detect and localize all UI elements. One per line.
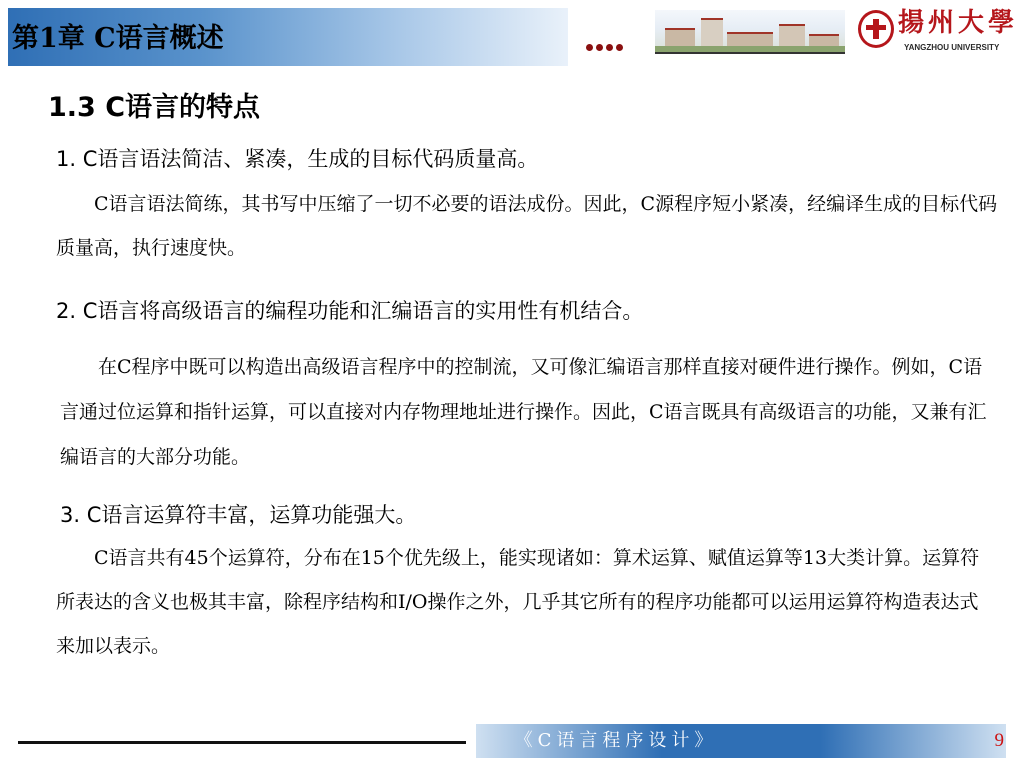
dot	[616, 44, 623, 51]
footer-book-title: 《C语言程序设计》	[514, 730, 718, 751]
point-2-heading: 2. C语言将高级语言的编程功能和汇编语言的实用性有机结合。	[56, 299, 644, 323]
slide-header	[0, 0, 1024, 72]
university-logo-icon	[858, 10, 894, 48]
footer-rule	[18, 741, 466, 744]
university-name-en: YANGZHOU UNIVERSITY	[904, 43, 1000, 52]
university-name-cn: 揚州大學	[898, 8, 1019, 38]
decorative-dots	[586, 44, 623, 56]
point-3-heading: 3. C语言运算符丰富，运算功能强大。	[60, 503, 417, 527]
point-1-heading: 1. C语言语法简洁、紧凑，生成的目标代码质量高。	[56, 147, 539, 171]
point-1-body: C语言语法简练，其书写中压缩了一切不必要的语法成份。因此，C源程序短小紧凑，经编译生成的目标代码质量高，执行速度快。	[56, 193, 998, 259]
campus-underline	[655, 52, 845, 54]
page-number: 9	[994, 730, 1004, 751]
campus-banner-image	[655, 10, 845, 54]
section-title: 1.3 C语言的特点	[48, 92, 261, 123]
dot	[596, 44, 603, 51]
dot	[586, 44, 593, 51]
chapter-title: 第1章 C语言概述	[12, 23, 224, 54]
point-3-body: C语言共有45个运算符，分布在15个优先级上，能实现诸如：算术运算、赋值运算等13大类计算。运算符所表达的含义也极其丰富，除程序结构和I/O操作之外，几乎其它所有的程序功能都可以运用运算符构造表达式来加以表示。	[56, 547, 980, 657]
dot	[606, 44, 613, 51]
point-2-body: 在C程序中既可以构造出高级语言程序中的控制流，又可像汇编语言那样直接对硬件进行操作。例如，C语言通过位运算和指针运算，可以直接对内存物理地址进行操作。因此，C语言既具有高级语言的功能，又兼有汇编语言的大部分功能。	[60, 356, 987, 468]
